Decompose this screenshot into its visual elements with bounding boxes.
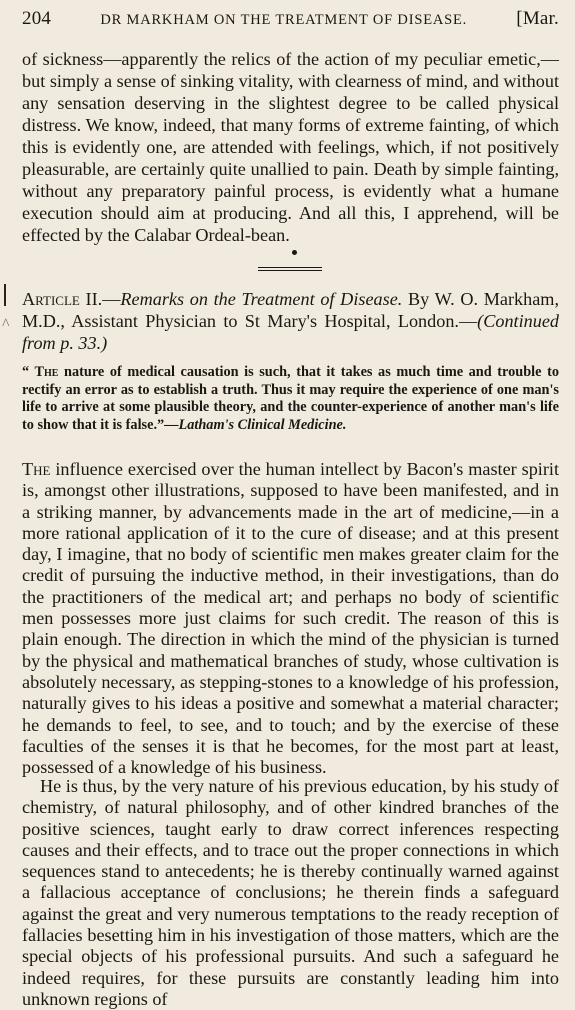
- header-month: [Mar.: [516, 8, 559, 29]
- quote-open: “ The: [22, 364, 59, 380]
- article-label: Article II.: [22, 289, 103, 309]
- book-page: [22, 8, 560, 1009]
- article-dash: —: [102, 289, 121, 309]
- running-title: DR MARKHAM ON THE TREATMENT OF DISEASE.: [100, 12, 468, 28]
- paragraph-text: influence exercised over the human intellect by Bacon's master spirit is, amongst other illustrations, supposed to have been manifested, and in a striking manner, by advancements made in the art of medicine,—in a more rational application of it to the cure of disease; and at this present day, I imagine, that no body of scientific men makes greater claim for the credit of pursuing the inductive method, in their investigations, than do the practitioners of the medical art; and perhaps no body of scientific men possesses more just claims for such credit. The reason of this is plain enough. The direction in which the mind of the physician is turned by the physical and mathematical branches of study, whose cultivation is absolutely necessary, as stepping-stones to a knowledge of his profession, naturally gives to his ideas a positive and somewhat a material character; he demands to feel, to see, and to touch; and by the exercise of these faculties of the senses it is that he becomes, for the most part at least, possessed of a knowledge of his business.: [22, 459, 559, 778]
- section-divider-rule: [258, 267, 322, 268]
- page-number: 204: [22, 8, 52, 29]
- paragraph-continuation: of sickness—apparently the relics of the action of my peculiar emetic,—but simply a sense of sinking vitality, with clearness of mind, and without any sensation deserving in the slightest degree to be called physical distress. We know, indeed, that many forms of extreme fainting, of which this is evidently one, are attended with feelings, which, if not positively pleasurable, are certainly quite unallied to pain. Death by simple fainting, without any preparatory painful process, is evidently what a humane execution should aim at producing. And all this, I apprehend, will be effected by the Calabar Ordeal-bean.: [22, 49, 559, 245]
- epigraph-quote: [22, 364, 559, 434]
- article-heading: [22, 288, 559, 354]
- paragraph-lead-word: The: [22, 459, 51, 479]
- quote-text: nature of medical causation is such, that it takes as much time and trouble to rectify an error as to establish a truth. Thus it may require the experience of one man's life to arrive at some plausible theory, and the counter-experience of another man's life to show that it is false.”—: [22, 364, 559, 433]
- paragraph-body-second: He is thus, by the very nature of his previous education, by his study of chemistry, of natural philosophy, and of other kindred branches of the positive sciences, taught early to draw correct inferences respecting causes and their effects, and to trace out the proper connections in which sequences stand to antecedents; he is thereby continually warned against a fallacious acceptance of conclusions; he therein finds a safeguard against the great and very numerous temptations to the ready reception of fallacies besetting him in his investigation of those matters, which are the special objects of his professional pursuits. And such a safeguard he indeed requires, for these pursuits are constantly leading him into unknown regions of: [22, 776, 559, 1009]
- section-divider-rule: [258, 270, 322, 271]
- section-ornament-dot: [292, 250, 297, 255]
- article-continued: (Continued from p. 33.): [22, 311, 559, 353]
- article-author: By W. O. Markham, M.D., Assistant Physician to St Mary's Hospital, London.—: [22, 289, 560, 331]
- margin-bar: [4, 284, 6, 306]
- paragraph-body: [22, 459, 559, 778]
- running-header: [22, 8, 559, 30]
- quote-source: Latham's Clinical Medicine.: [178, 416, 347, 433]
- margin-mark: ^: [2, 316, 10, 333]
- article-title: Remarks on the Treatment of Disease.: [120, 289, 403, 309]
